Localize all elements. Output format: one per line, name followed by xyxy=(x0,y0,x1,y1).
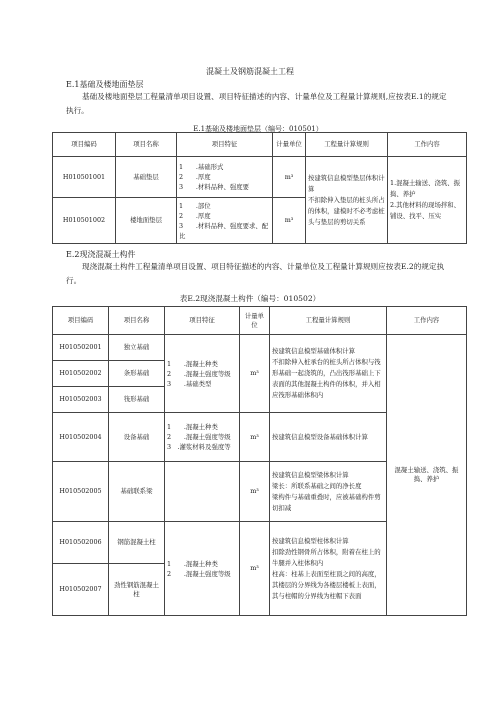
item-code: H010502007 xyxy=(53,564,109,616)
work-content: 混凝土输送、浇筑、振捣、养护 xyxy=(387,335,467,616)
section-heading-e1: E.1基础及楼地面垫层 xyxy=(66,80,144,89)
item-code: H010502002 xyxy=(53,361,109,387)
section-paragraph-e2: 现浇混凝土构件工程量清单项目设置、项目特征描述的内容、计量单位及工程量计算规则应按表E.2的规定执行。 xyxy=(66,262,445,285)
calc-rule: 按建筑信息模型设备基础体积计算 xyxy=(270,413,387,462)
col-header: 项目名称 xyxy=(109,307,165,335)
section-paragraph-e1: 基础及楼地面垫层工程量清单项目设置、项目特征描述的内容、计量单位及工程量计算规则,应按表E.1的规定执行。 xyxy=(66,92,447,115)
col-header: 工作内容 xyxy=(388,133,467,157)
item-name: 独立基础 xyxy=(109,335,165,361)
work-content: 1.混凝土输送、浇筑、振捣、养护 2.其他材料的现场拌和、铺设、找平、压实 xyxy=(388,157,467,244)
table-row xyxy=(53,335,467,361)
item-name: 基础垫层 xyxy=(116,157,177,198)
item-name: 筏形基础 xyxy=(109,387,165,413)
item-unit: m³ xyxy=(240,413,270,462)
item-code: H010502001 xyxy=(53,335,109,361)
page-title: 混凝土及钢筋混凝土工程 xyxy=(206,67,294,76)
item-unit: m³ xyxy=(273,157,306,198)
col-header: 计量单位 xyxy=(240,307,270,335)
item-unit: m³ xyxy=(240,462,270,522)
item-unit: m³ xyxy=(273,198,306,244)
item-name: 劲性钢筋混凝土柱 xyxy=(109,564,165,616)
col-header: 项目特征 xyxy=(165,307,240,335)
table-e2 xyxy=(52,306,467,616)
item-name: 条形基础 xyxy=(109,361,165,387)
col-header: 项目编码 xyxy=(53,307,109,335)
item-features-empty xyxy=(165,462,240,522)
table-caption-e1: E.1基础及楼地面垫层（编号：010501） xyxy=(193,125,323,133)
item-code: H010502006 xyxy=(53,522,109,564)
item-code: H010502003 xyxy=(53,387,109,413)
item-code: H010502005 xyxy=(53,462,109,522)
item-features: 1 .部位 2 .厚度 3 .材料品种、强度要求、配比 xyxy=(177,198,273,244)
calc-rule: 按建筑信息模型基础体积计算 不扣除伸入桩承台的桩头所占体积与筏形基础一起浇筑的，凸出筏形基础上下表面的其他混凝土构件的体积，并入相应筏形基础体积内 xyxy=(270,335,387,413)
item-unit: m³ xyxy=(240,335,270,413)
table-e1 xyxy=(52,132,467,244)
item-name: 楼地面垫层 xyxy=(116,198,177,244)
col-header: 工程量计算规则 xyxy=(306,133,388,157)
col-header: 项目编码 xyxy=(53,133,116,157)
calc-rule: 按建筑信息模型梁体积计算 梁长：所联系基础之间的净长度 梁构件与基础重叠时，应被基础构件剪切扣减 xyxy=(270,462,387,522)
item-name: 设备基础 xyxy=(109,413,165,462)
item-code: H010501001 xyxy=(53,157,116,198)
section-heading-e2: E.2现浇混凝土构件 xyxy=(66,250,136,259)
col-header: 项目特征 xyxy=(177,133,273,157)
col-header: 计量单位 xyxy=(273,133,306,157)
item-features: 1 .基础形式 2 .厚度 3 .材料品种、强度要 xyxy=(177,157,273,198)
calc-rule: 按建筑信息模型垫层体积计算 不扣除伸入垫层的桩头所占的体积，建模时不必考虑桩头与垫层的剪切关系 xyxy=(306,157,388,244)
item-name: 基础联系梁 xyxy=(109,462,165,522)
item-name: 钢筋混凝土柱 xyxy=(109,522,165,564)
col-header: 工程量计算规则 xyxy=(270,307,387,335)
calc-rule: 按建筑信息模型柱体积计算 扣除劲性钢骨所占体积，附着在柱上的牛腿并入柱体积内 柱高：柱基上表面至柱顶之间的高度，其楼层的分界线为各楼层楼板上表面，其与柱帽的分界线为柱帽下表面 xyxy=(270,522,387,616)
item-features: 1 .混凝土种类 2 .混凝土强度等级 3 .基础类型 xyxy=(165,335,240,413)
item-features: 1 .混凝土种类 2 .混凝土强度等级 xyxy=(165,522,240,616)
item-code: H010501002 xyxy=(53,198,116,244)
item-features: 1 .混凝土种类 2 .混凝土强度等级 3 .灌浆材料及强度等 xyxy=(165,413,240,462)
table-row xyxy=(53,157,467,198)
table-caption-e2: 表E.2现浇混凝土构件（编号：010502） xyxy=(179,294,321,303)
col-header: 项目名称 xyxy=(116,133,177,157)
item-unit: m³ xyxy=(240,522,270,616)
item-code: H010502004 xyxy=(53,413,109,462)
col-header: 工作内容 xyxy=(387,307,467,335)
